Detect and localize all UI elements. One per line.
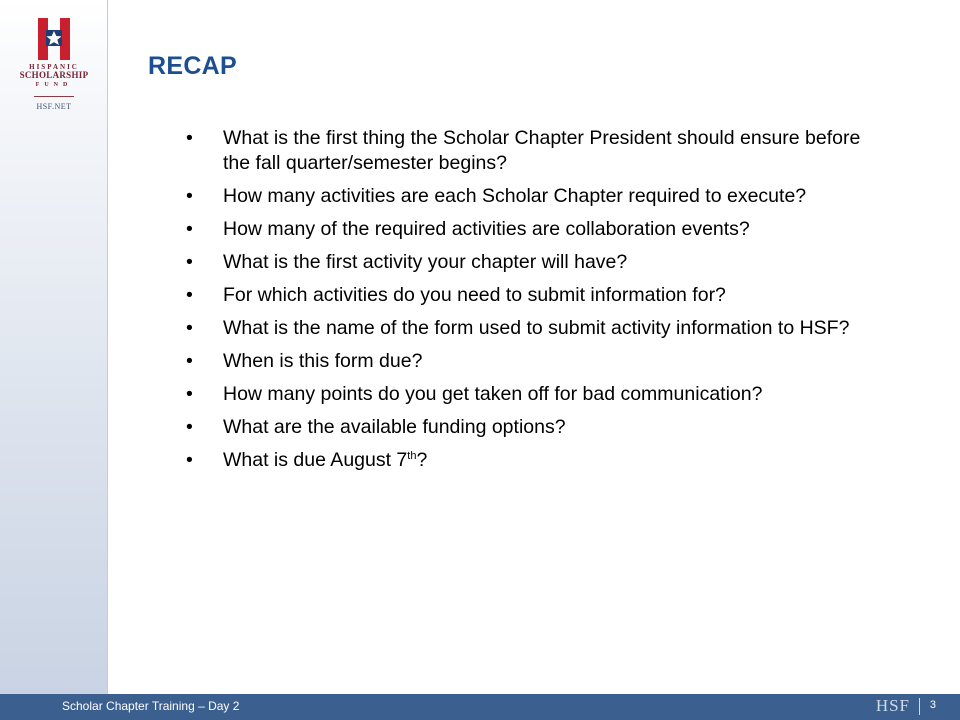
slide-title: RECAP <box>148 52 238 80</box>
bullet-item <box>186 415 886 440</box>
logo-text-scholarship: SCHOLARSHIP <box>19 70 89 81</box>
bullet-dot: • <box>186 185 193 207</box>
bullet-dot: • <box>186 317 193 339</box>
logo-website: HSF.NET <box>36 102 72 112</box>
bullet-text: For which activities do you need to submit information for? <box>223 284 726 306</box>
bullet-text: When is this form due? <box>223 350 423 372</box>
bullet-text: What is due August 7 <box>223 449 408 471</box>
bullet-dot: • <box>186 449 193 471</box>
logo-text-fund: FUND <box>35 81 73 88</box>
bullet-item <box>186 349 886 374</box>
bullet-item <box>186 448 886 473</box>
bullet-text: What is the first activity your chapter will have? <box>223 251 628 273</box>
bullet-text: How many of the required activities are collaboration events? <box>223 218 750 240</box>
bullet-dot: • <box>186 127 193 149</box>
bullet-dot: • <box>186 383 193 405</box>
footer-separator <box>919 698 920 715</box>
bullet-text: What is the first thing the Scholar Chapter President should ensure before the fall quarter/semester begins? <box>223 127 861 174</box>
bullet-item <box>186 184 886 209</box>
bullet-tail: ? <box>416 449 428 471</box>
footer-brand: HSF <box>875 696 910 715</box>
bullet-text: What are the available funding options? <box>223 416 566 438</box>
footer-caption: Scholar Chapter Training – Day 2 <box>62 699 240 713</box>
hsf-logo <box>14 16 94 111</box>
sidebar-divider <box>107 0 108 694</box>
bullet-item <box>186 217 886 242</box>
bullet-text: How many activities are each Scholar Chapter required to execute? <box>223 185 807 207</box>
logo-text-hispanic: HISPANIC <box>29 63 79 71</box>
hsf-emblem-icon <box>32 16 76 62</box>
bullet-item <box>186 250 886 275</box>
sidebar-panel <box>0 0 107 694</box>
bullet-item <box>186 316 886 341</box>
bullet-text: How many points do you get taken off for bad communication? <box>223 383 763 405</box>
bullet-item <box>186 382 886 407</box>
bullet-dot: • <box>186 284 193 306</box>
bullet-dot: • <box>186 350 193 372</box>
bullet-text: What is the name of the form used to submit activity information to HSF? <box>223 317 850 339</box>
bullet-item <box>186 126 886 176</box>
bullet-superscript: th <box>407 450 417 462</box>
bullet-dot: • <box>186 416 193 438</box>
page-number: 3 <box>929 699 936 711</box>
footer-bar <box>0 694 960 720</box>
bullet-dot: • <box>186 218 193 240</box>
bullet-list <box>186 126 886 481</box>
logo-divider <box>34 96 74 97</box>
bullet-dot: • <box>186 251 193 273</box>
bullet-item <box>186 283 886 308</box>
